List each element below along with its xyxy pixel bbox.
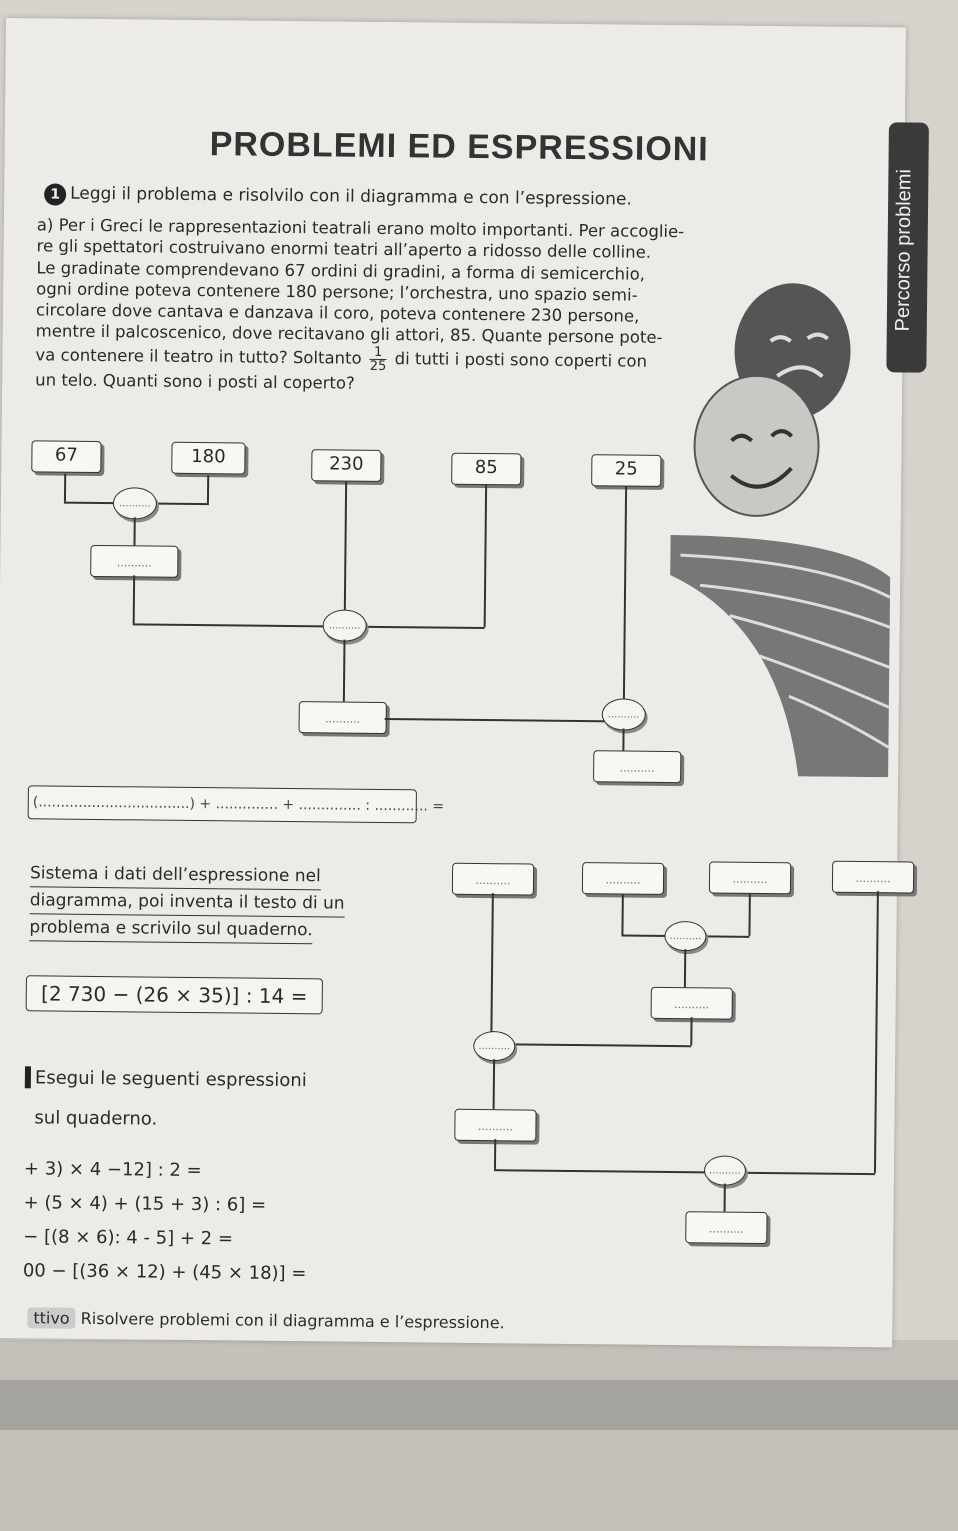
floor-shadow bbox=[0, 1380, 958, 1430]
result-circle[interactable]: .......... bbox=[113, 487, 157, 519]
empty-box[interactable]: .......... bbox=[709, 861, 791, 894]
connector bbox=[748, 894, 750, 936]
result-circle[interactable]: .......... bbox=[704, 1155, 746, 1185]
empty-box[interactable]: .......... bbox=[832, 861, 914, 894]
connector bbox=[133, 575, 135, 623]
exercise-1-instruction: Leggi il problema e risolvilo con il diagramma e con l’espressione. bbox=[70, 183, 632, 210]
value-box-85: 85 bbox=[451, 453, 521, 486]
footer-objective bbox=[27, 1308, 505, 1332]
exercise-2-line: problema e scrivilo sul quaderno. bbox=[29, 914, 312, 944]
exercise-2-line: diagramma, poi inventa il testo di un bbox=[30, 887, 345, 917]
exercise-2-expression: [2 730 − (26 × 35)] : 14 = bbox=[26, 975, 323, 1014]
problem-line: re gli spettatori costruivano enormi teatri all’aperto a ridosso delle colline. bbox=[36, 236, 652, 263]
result-box[interactable]: .......... bbox=[90, 545, 178, 578]
result-circle[interactable]: .......... bbox=[473, 1031, 515, 1061]
expression-line: 00 − [(36 × 12) + (45 × 18)] = bbox=[22, 1260, 307, 1285]
exercise-3-line: sul quaderno. bbox=[34, 1107, 158, 1130]
connector bbox=[724, 1184, 726, 1212]
connector bbox=[494, 1169, 875, 1174]
value-box-180: 180 bbox=[171, 442, 245, 475]
problem-line: mentre il palcoscenico, dove recitavano gli attori, 85. Quante persone pote- bbox=[35, 321, 663, 348]
problem-line: di tutti i posti sono coperti con bbox=[394, 348, 648, 371]
connector bbox=[494, 1139, 496, 1169]
problem-line: Le gradinate comprendevano 67 ordini di gradini, a forma di semicerchio, bbox=[36, 257, 646, 284]
exercise-3-marker bbox=[25, 1066, 31, 1088]
exercise-3-line: Esegui le seguenti espressioni bbox=[34, 1067, 307, 1092]
result-box[interactable]: .......... bbox=[651, 987, 733, 1020]
result-circle[interactable]: .......... bbox=[322, 609, 366, 641]
fraction-numerator: 1 bbox=[370, 346, 387, 360]
empty-box[interactable]: .......... bbox=[582, 862, 664, 895]
fraction-denominator: 25 bbox=[369, 358, 387, 374]
connector bbox=[484, 485, 487, 627]
value-box-25: 25 bbox=[591, 454, 661, 487]
problem-line: ogni ordine poteva contenere 180 persone; l’orchestra, uno spazio semi- bbox=[36, 279, 638, 305]
connector bbox=[385, 718, 625, 722]
connector bbox=[684, 949, 686, 987]
connector bbox=[623, 487, 627, 699]
problem-text bbox=[35, 214, 737, 397]
result-box[interactable]: .......... bbox=[299, 701, 387, 734]
connector bbox=[343, 640, 345, 702]
connector bbox=[344, 482, 347, 626]
exercise-3-expressions bbox=[23, 1152, 308, 1291]
connector bbox=[490, 893, 493, 1033]
connector bbox=[621, 894, 623, 934]
theatre-illustration bbox=[658, 275, 903, 777]
connector bbox=[133, 517, 135, 545]
happy-mask bbox=[694, 375, 819, 516]
expression-line: − [(8 × 6): 4 - 5] + 2 = bbox=[23, 1226, 234, 1250]
exercise-2-text bbox=[29, 860, 345, 944]
connector bbox=[490, 1043, 691, 1047]
connector bbox=[207, 475, 209, 503]
footer-text: Risolvere problemi con il diagramma e l’espressione. bbox=[80, 1308, 505, 1333]
exercise-2-line: Sistema i dati dell’espressione nel bbox=[30, 860, 321, 890]
result-box[interactable]: .......... bbox=[454, 1109, 536, 1142]
side-tab-label: Percorso problemi bbox=[891, 169, 916, 332]
expression-line: + (5 × 4) + (15 + 3) : 6] = bbox=[23, 1192, 267, 1216]
connector bbox=[133, 623, 485, 628]
result-circle[interactable]: .......... bbox=[602, 698, 646, 730]
result-circle[interactable]: .......... bbox=[664, 921, 706, 951]
exercise-3-instruction bbox=[34, 1058, 307, 1141]
footer-label: ttivo bbox=[27, 1307, 75, 1329]
connector bbox=[622, 728, 624, 750]
floor-background bbox=[0, 1340, 958, 1531]
exercise-1-number: 1 bbox=[44, 183, 66, 205]
problem-line: circolare dove cantava e danzava il coro, poteva contenere 230 persone, bbox=[35, 300, 640, 326]
page-title: PROBLEMI ED ESPRESSIONI bbox=[209, 125, 709, 169]
textbook-page bbox=[0, 18, 916, 1347]
value-box-230: 230 bbox=[311, 449, 381, 482]
connector bbox=[493, 1059, 495, 1109]
connector bbox=[690, 1017, 692, 1045]
problem-line: un telo. Quanti sono i posti al coperto? bbox=[35, 370, 355, 393]
problem-line: va contenere il teatro in tutto? Soltanto bbox=[35, 345, 362, 368]
final-result-box[interactable]: .......... bbox=[685, 1211, 767, 1244]
connector bbox=[874, 891, 878, 1173]
final-result-box[interactable]: .......... bbox=[593, 750, 681, 783]
connector bbox=[64, 474, 66, 502]
fraction bbox=[370, 346, 387, 373]
value-box-67: 67 bbox=[31, 440, 101, 473]
expression-template[interactable]: (..................................) + .............. + .............. : ............ = bbox=[28, 785, 417, 823]
problem-line: a) Per i Greci le rappresentazioni teatrali erano molto importanti. Per accoglie- bbox=[36, 215, 685, 242]
empty-box[interactable]: .......... bbox=[452, 863, 534, 896]
expression-line: + 3) × 4 −12] : 2 = bbox=[23, 1158, 202, 1182]
